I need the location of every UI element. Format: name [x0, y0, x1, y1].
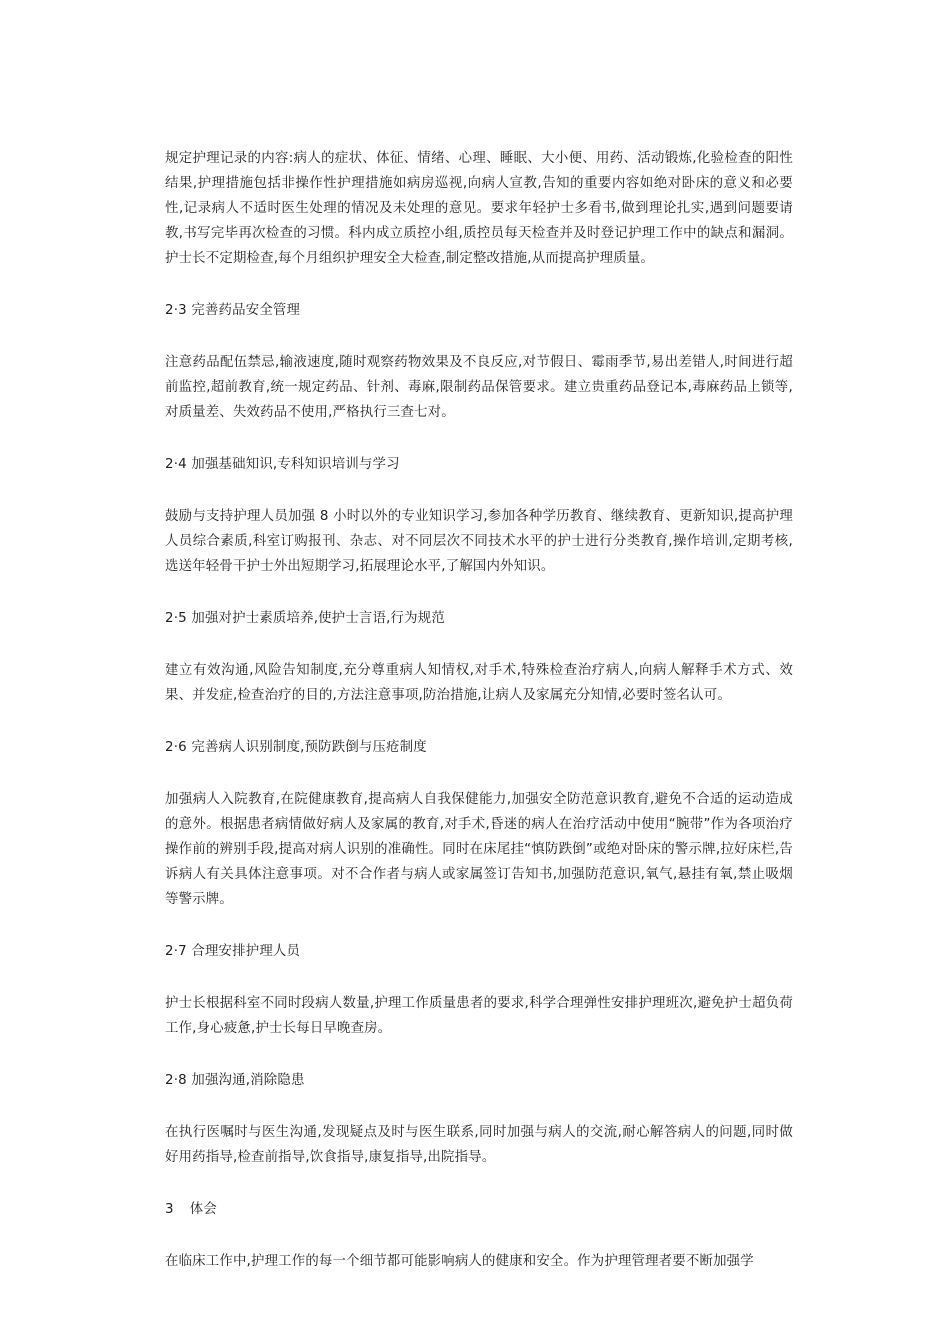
- section-title: 合理安排护理人员: [191, 944, 301, 959]
- paragraph-nursing-records: 规定护理记录的内容:病人的症状、体征、情绪、心理、睡眠、大小便、用药、活动锻炼,化验检查的阳性结果,护理措施包括非操作性护理措施如病房巡视,向病人宣教,告知的重要内容如绝对卧床的意义和必要性,记录病人不适时医生处理的情况及未处理的意见。要求年轻护士多看书,做到理论扎实,遇到问题要请教,书写完毕再次检查的习惯。科内成立质控小组,质控员每天检查并及时登记护理工作中的缺点和漏洞。护士长不定期检查,每个月组织护理安全大检查,制定整改措施,从而提高护理质量。: [165, 151, 793, 266]
- section-number: 3: [165, 1202, 174, 1217]
- section-heading-2-7: [165, 939, 793, 964]
- section-title: 加强对护士素质培养,使护士言语,行为规范: [191, 611, 445, 626]
- section-heading-2-8: [165, 1068, 793, 1093]
- paragraph-training: 鼓励与支持护理人员加强 8 小时以外的专业知识学习,参加各种学历教育、继续教育、更新知识,提高护理人员综合素质,科室订购报刊、杂志、对不同层次不同技术水平的护士进行分类教育,操作培训,定期考核,选送年轻骨干护士外出短期学习,拓展理论水平,了解国内外知识。: [165, 509, 793, 574]
- section-heading-2-5: [165, 606, 793, 631]
- paragraph-conclusion: 在临床工作中,护理工作的每一个细节都可能影响病人的健康和安全。作为护理管理者要不断加强学: [165, 1254, 754, 1269]
- section-number: 2·5: [165, 611, 187, 626]
- section-heading-2-3: [165, 298, 793, 323]
- paragraph-patient-identification: 加强病人入院教育,在院健康教育,提高病人自我保健能力,加强安全防范意识教育,避免不合适的运动造成的意外。根据患者病情做好病人及家属的教育,对手术,昏迷的病人在治疗活动中使用“腕带”作为各项治疗操作前的辨别手段,提高对病人识别的准确性。同时在床尾挂“慎防跌倒”或绝对卧床的警示牌,拉好床栏,告诉病人有关具体注意事项。对不合作者与病人或家属签订告知书,加强防范意识,氧气,悬挂有氧,禁止吸烟等警示牌。: [165, 792, 793, 907]
- section-number: 2·7: [165, 944, 187, 959]
- paragraph-communication: 建立有效沟通,风险告知制度,充分尊重病人知情权,对手术,特殊检查治疗病人,向病人解释手术方式、效果、并发症,检查治疗的目的,方法注意事项,防治措施,让病人及家属充分知情,必要时签名认可。: [165, 663, 793, 703]
- paragraph-drug-safety: 注意药品配伍禁忌,输液速度,随时观察药物效果及不良反应,对节假日、霉雨季节,易出差错人,时间进行超前监控,超前教育,统一规定药品、针剂、毒麻,限制药品保管要求。建立贵重药品登记本,毒麻药品上锁等,对质量差、失效药品不使用,严格执行三查七对。: [165, 355, 793, 420]
- section-title: 体会: [189, 1202, 217, 1217]
- section-title: 完善病人识别制度,预防跌倒与压疮制度: [191, 740, 427, 755]
- section-number: 2·3: [165, 303, 187, 318]
- section-number: 2·4: [165, 457, 187, 472]
- section-title: 完善药品安全管理: [191, 303, 301, 318]
- section-title: 加强基础知识,专科知识培训与学习: [191, 457, 400, 472]
- section-number: 2·6: [165, 740, 187, 755]
- section-heading-2-4: [165, 452, 793, 477]
- paragraph-hazard-elimination: 在执行医嘱时与医生沟通,发现疑点及时与医生联系,同时加强与病人的交流,耐心解答病人的问题,同时做好用药指导,检查前指导,饮食指导,康复指导,出院指导。: [165, 1125, 793, 1165]
- paragraph-staffing: 护士长根据科室不同时段病人数量,护理工作质量患者的要求,科学合理弹性安排护理班次,避免护士超负荷工作,身心疲惫,护士长每日早晚查房。: [165, 996, 793, 1036]
- section-heading-3: [165, 1197, 793, 1222]
- section-heading-2-6: [165, 735, 793, 760]
- document-page: [165, 146, 793, 1301]
- section-number: 2·8: [165, 1073, 187, 1088]
- section-title: 加强沟通,消除隐患: [191, 1073, 305, 1088]
